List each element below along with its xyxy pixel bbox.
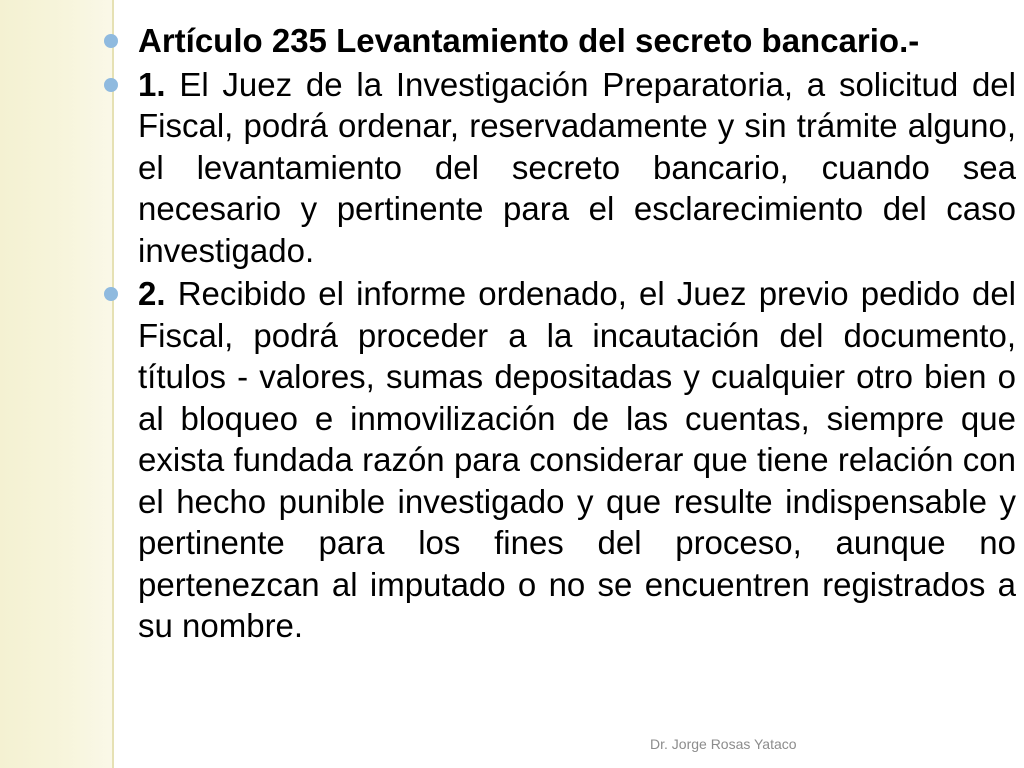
decorative-side-band xyxy=(0,0,112,768)
paragraph-1-text: El Juez de la Investigación Preparatoria, a solicitud del Fiscal, podrá ordenar, reservadamente y sin trámite alguno, el levantamiento del secreto bancario, cuando sea necesario y pertinente para el esclarecimiento del caso investigado. xyxy=(138,65,1016,269)
paragraph-2-number: 2. xyxy=(138,275,166,312)
paragraph-2 xyxy=(138,273,1016,647)
paragraph-2-text: Recibido el informe ordenado, el Juez previo pedido del Fiscal, podrá proceder a la incautación del documento, títulos - valores, sumas depositadas y cualquier otro bien o al bloqueo e inmovilización de las cuentas, siempre que exista fundada razón para considerar que tiene relación con el hecho punible investigado y que resulte indispensable y pertinente para los fines del proceso, aunque no pertenezcan al imputado o no se encuentren registrados a su nombre. xyxy=(138,275,1017,644)
bullet-dot-icon xyxy=(104,34,118,48)
footer-author: Dr. Jorge Rosas Yataco xyxy=(650,736,797,752)
bullet-item-paragraph-2 xyxy=(104,273,1016,647)
paragraph-1-number: 1. xyxy=(138,65,166,103)
bullet-item-heading xyxy=(104,20,1016,62)
slide-content xyxy=(104,20,1016,649)
bullet-dot-icon xyxy=(104,287,118,301)
paragraph-1 xyxy=(138,64,1016,272)
article-heading: Artículo 235 Levantamiento del secreto bancario.- xyxy=(138,22,920,59)
bullet-dot-icon xyxy=(104,78,118,92)
bullet-item-paragraph-1 xyxy=(104,64,1016,272)
